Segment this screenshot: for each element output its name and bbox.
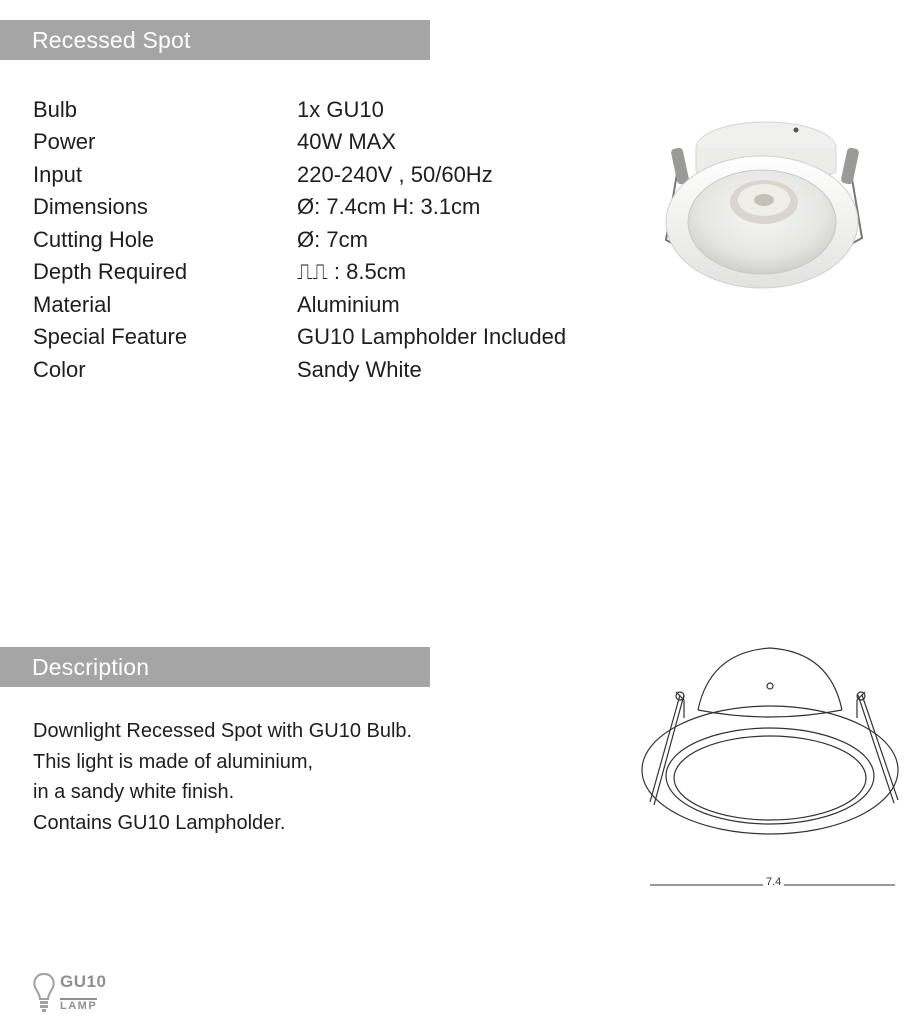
bulb-icon [32,972,56,1014]
spec-label: Depth Required [33,259,188,284]
spec-value: 40W MAX [297,129,397,154]
dimension-label: 7.4 [763,876,784,888]
badge-line1: GU10 [60,972,107,991]
description-line: This light is made of aluminium, [33,750,314,773]
spec-label: Color [33,357,86,382]
spec-value: 220-240V , 50/60Hz [297,162,493,187]
section-title-description: Description [0,647,430,687]
spec-label: Special Feature [33,324,188,349]
section-title-recessed-spot: Recessed Spot [0,20,430,60]
spec-label: Dimensions [33,194,148,219]
spec-label: Power [33,129,96,154]
description-line: Contains GU10 Lampholder. [33,811,286,834]
description-line: Downlight Recessed Spot with GU10 Bulb. [33,720,413,742]
description-text [33,716,412,838]
spec-value: 1x GU10 [297,97,384,122]
spec-value: GU10 Lampholder Included [297,324,567,349]
gu10-lamp-badge [32,972,122,1016]
spec-value: Aluminium [297,292,400,317]
product-photo [648,110,880,300]
dimension-line [650,874,895,896]
spec-label: Bulb [33,97,78,122]
spec-value: Ø: 7cm [297,227,368,252]
spec-value: ⎍⎍ : 8.5cm [297,259,407,284]
technical-drawing [640,640,905,845]
spec-label: Material [33,292,112,317]
spec-value: Sandy White [297,357,422,382]
description-line: in a sandy white finish. [33,781,235,803]
spec-label: Cutting Hole [33,227,155,252]
spec-value: Ø: 7.4cm H: 3.1cm [297,194,481,219]
spec-label: Input [33,162,82,187]
badge-line2: LAMP [60,1000,98,1012]
